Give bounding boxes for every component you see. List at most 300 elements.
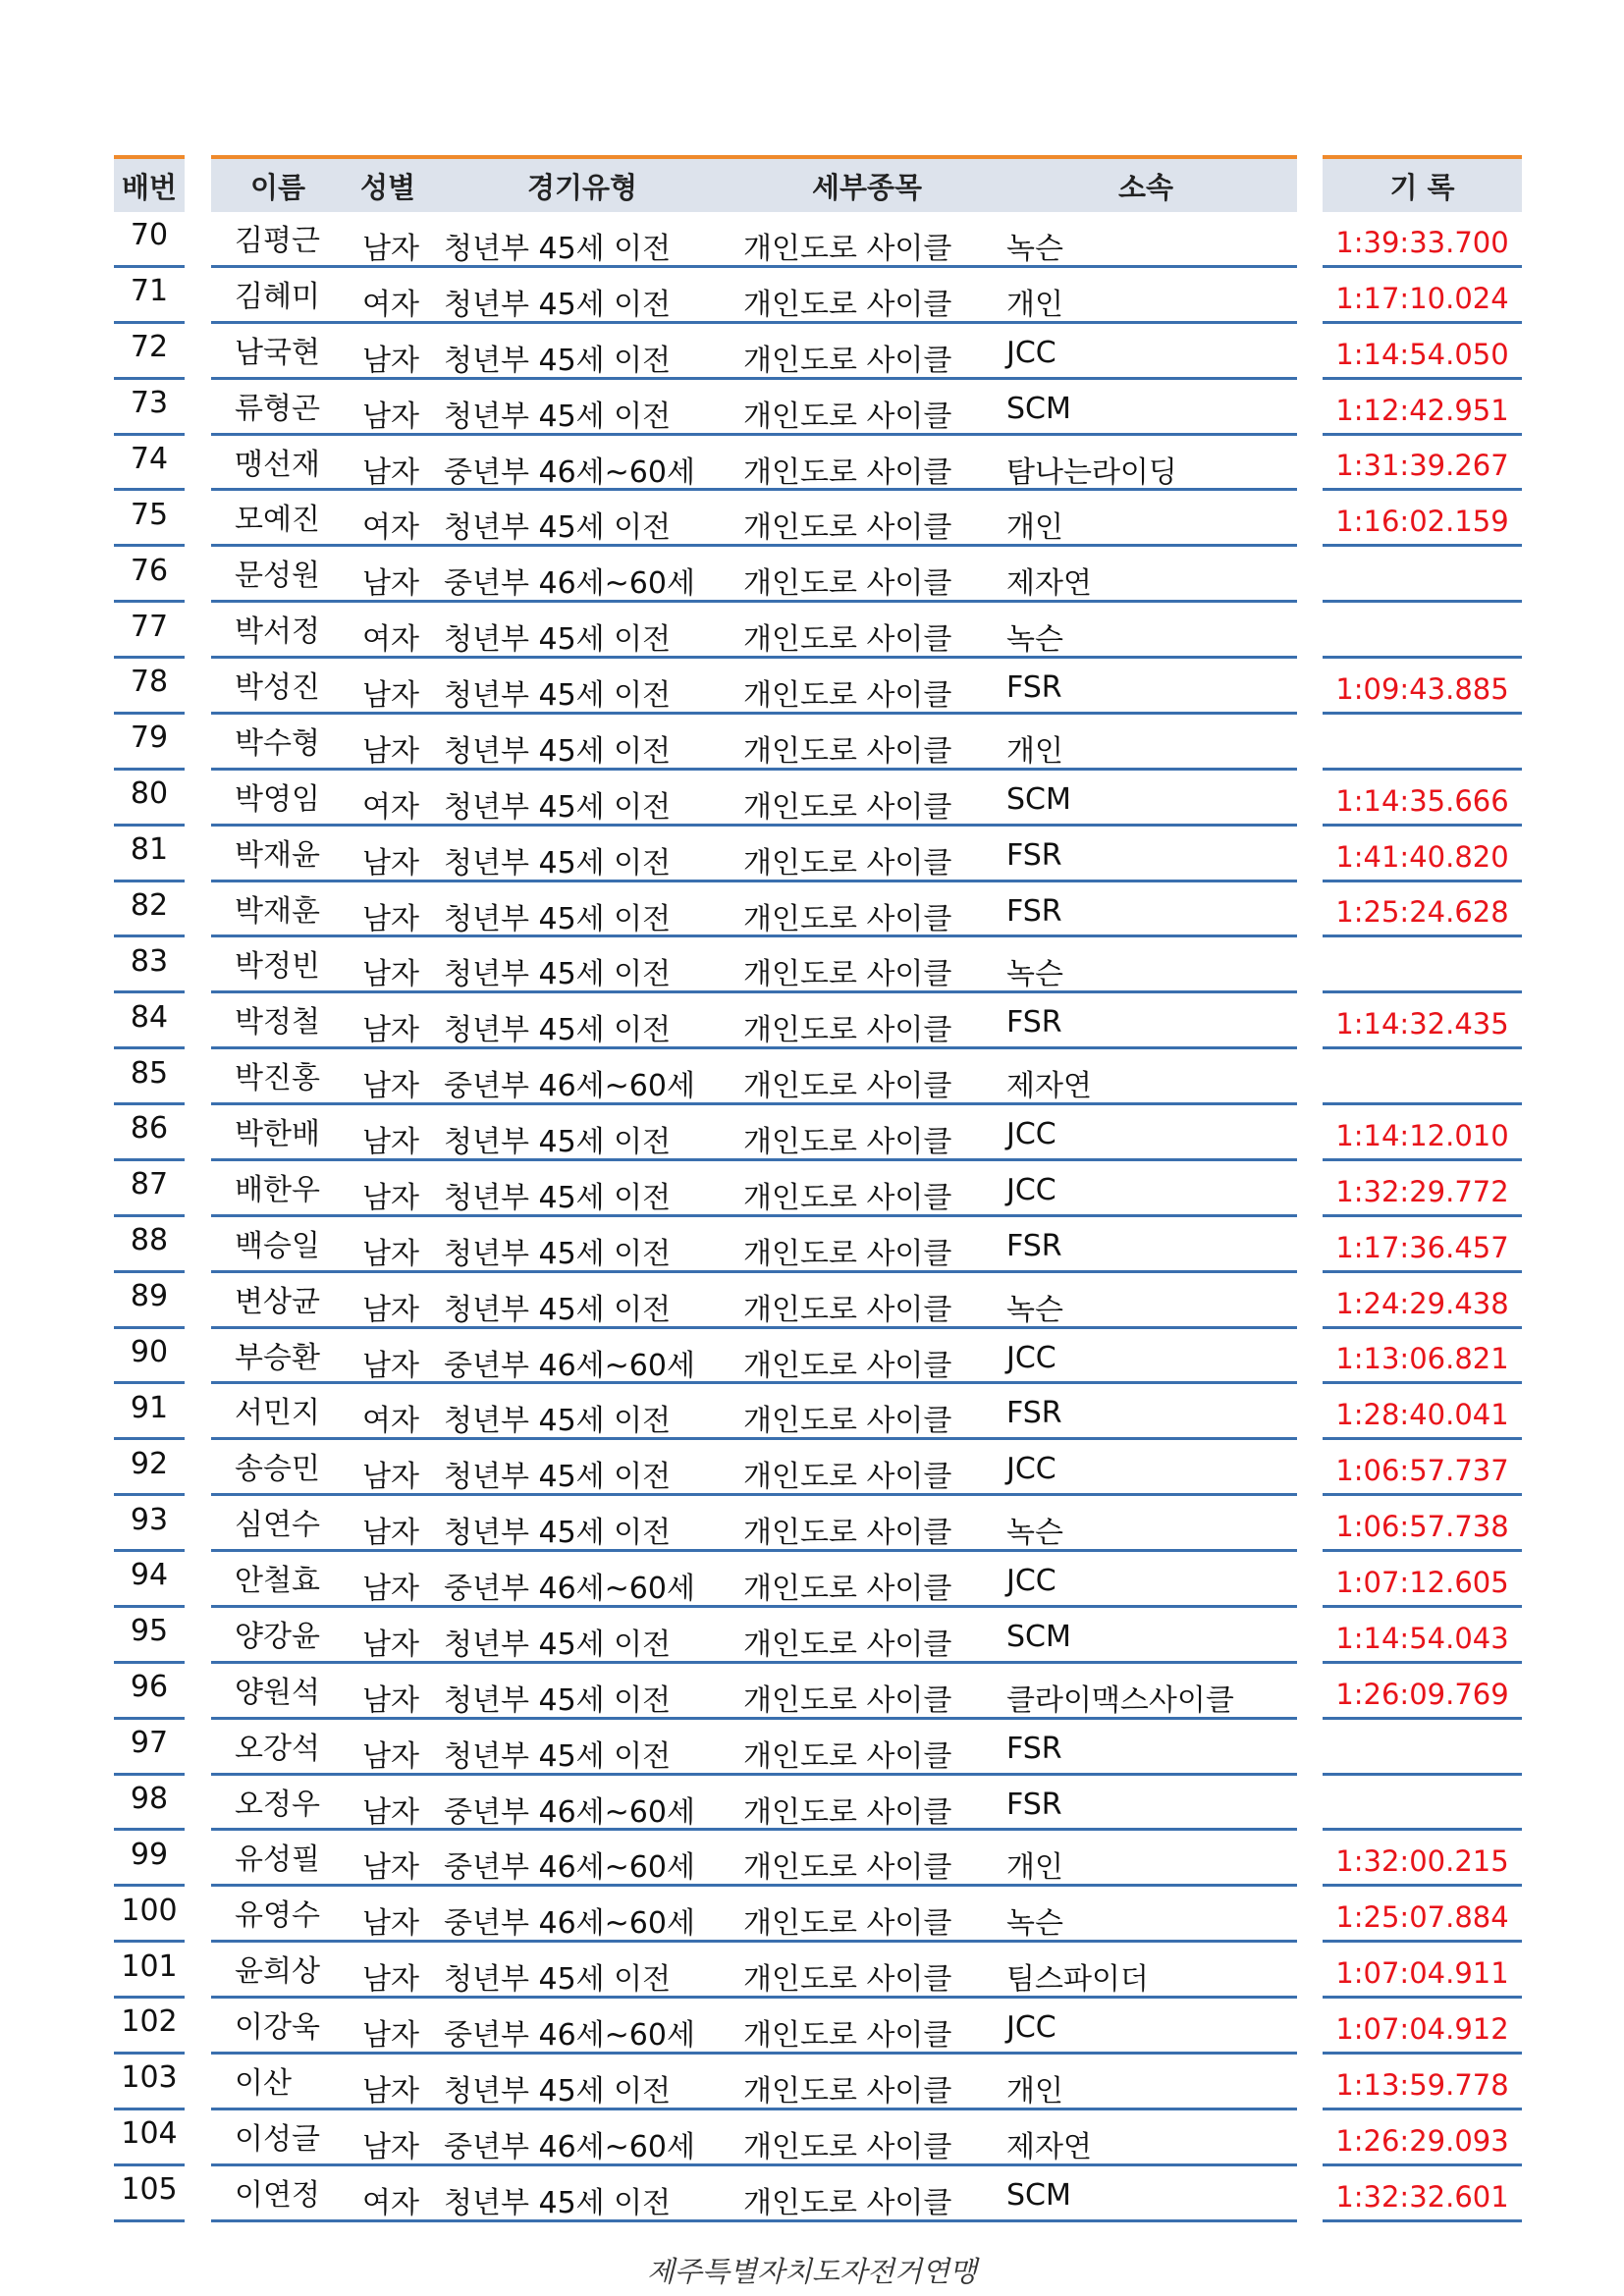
bib-number: 105 — [121, 2172, 178, 2208]
record-row — [1323, 1273, 1522, 1329]
participant-affiliation: FSR — [1006, 670, 1062, 705]
table-row — [211, 1552, 1297, 1608]
bib-row — [114, 2055, 185, 2110]
participant-affiliation: 제자연 — [1006, 566, 1092, 602]
participant-gender: 남자 — [362, 733, 419, 769]
participant-name: 오강석 — [235, 1731, 320, 1766]
bib-number: 98 — [130, 1781, 169, 1816]
record-time: 1:07:12.605 — [1335, 1565, 1509, 1599]
participant-category: 청년부 45세 이전 — [444, 845, 672, 881]
bib-row — [114, 1831, 185, 1887]
record-time: 1:13:59.778 — [1335, 2067, 1509, 2102]
participant-event: 개인도로 사이클 — [743, 1236, 952, 1271]
participant-category: 중년부 46세~60세 — [444, 566, 695, 602]
participant-category: 청년부 45세 이전 — [444, 1460, 672, 1495]
record-row — [1323, 1384, 1522, 1440]
bib-row — [114, 1943, 185, 1999]
bib-row — [114, 771, 185, 827]
bib-row — [114, 1105, 185, 1161]
participant-gender: 남자 — [362, 1180, 419, 1215]
record-time: 1:09:43.885 — [1335, 671, 1509, 706]
bib-number: 104 — [121, 2116, 178, 2152]
record-time: 1:28:40.041 — [1335, 1398, 1509, 1432]
record-row — [1323, 1831, 1522, 1887]
participant-category: 청년부 45세 이전 — [444, 1516, 672, 1551]
record-row — [1323, 1105, 1522, 1161]
participant-affiliation: 탐나는라이딩 — [1006, 454, 1177, 490]
participant-event: 개인도로 사이클 — [743, 1627, 952, 1662]
table-row — [211, 1273, 1297, 1329]
table-row — [211, 2166, 1297, 2222]
participant-category: 중년부 46세~60세 — [444, 1069, 695, 1104]
table-row — [211, 1217, 1297, 1273]
participant-event: 개인도로 사이클 — [743, 622, 952, 658]
participant-affiliation: 녹슨 — [1006, 232, 1063, 266]
bib-number: 83 — [130, 943, 169, 979]
name-header: 이름 — [250, 170, 306, 204]
table-row — [211, 1664, 1297, 1720]
participant-event: 개인도로 사이클 — [743, 232, 952, 266]
bib-row — [114, 268, 185, 324]
participant-gender: 남자 — [362, 454, 419, 490]
bib-number: 102 — [121, 2004, 178, 2040]
table-row — [211, 1831, 1297, 1887]
participant-name: 오정우 — [235, 1787, 320, 1822]
record-time: 1:26:09.769 — [1335, 1677, 1509, 1711]
participant-name: 남국현 — [235, 335, 320, 370]
participant-affiliation: 제자연 — [1006, 2129, 1092, 2164]
participant-gender: 남자 — [362, 1794, 419, 1830]
table-row — [211, 1776, 1297, 1832]
participant-name: 송승민 — [235, 1452, 320, 1487]
record-row — [1323, 771, 1522, 827]
participant-category: 중년부 46세~60세 — [444, 1348, 695, 1383]
bib-number: 93 — [130, 1502, 169, 1537]
participant-gender: 남자 — [362, 678, 419, 713]
record-time: 1:41:40.820 — [1335, 839, 1509, 874]
record-time: 1:07:04.912 — [1335, 2011, 1509, 2046]
participant-category: 청년부 45세 이전 — [444, 287, 672, 322]
record-row — [1323, 324, 1522, 380]
participant-event: 개인도로 사이클 — [743, 901, 952, 936]
record-time: 1:39:33.700 — [1335, 225, 1509, 259]
participant-event: 개인도로 사이클 — [743, 1125, 952, 1159]
participant-event: 개인도로 사이클 — [743, 1013, 952, 1048]
table-row — [211, 715, 1297, 771]
participant-name: 맹선재 — [235, 447, 320, 482]
bib-row — [114, 1999, 185, 2055]
participant-gender: 여자 — [362, 789, 419, 825]
record-row — [1323, 436, 1522, 492]
participant-affiliation: JCC — [1006, 1564, 1056, 1598]
participant-gender: 남자 — [362, 1627, 419, 1662]
bib-row — [114, 993, 185, 1049]
participant-name: 백승일 — [235, 1228, 320, 1263]
participant-category: 중년부 46세~60세 — [444, 1794, 695, 1830]
record-row — [1323, 491, 1522, 547]
record-row — [1323, 380, 1522, 436]
bib-number: 79 — [130, 721, 169, 756]
record-row — [1323, 1608, 1522, 1664]
bib-row — [114, 1608, 185, 1664]
record-row — [1323, 882, 1522, 938]
bib-number: 76 — [130, 553, 169, 588]
participant-event: 개인도로 사이클 — [743, 1738, 952, 1774]
record-time: 1:06:57.737 — [1335, 1454, 1509, 1488]
participant-name: 양강윤 — [235, 1619, 320, 1654]
participant-category: 청년부 45세 이전 — [444, 510, 672, 546]
participant-event: 개인도로 사이클 — [743, 1794, 952, 1830]
participant-gender: 여자 — [362, 1404, 419, 1439]
participant-event: 개인도로 사이클 — [743, 678, 952, 713]
table-row — [211, 1999, 1297, 2055]
participant-name: 박재윤 — [235, 837, 320, 873]
record-time: 1:14:12.010 — [1335, 1118, 1509, 1152]
bib-number: 96 — [130, 1670, 169, 1705]
participant-category: 청년부 45세 이전 — [444, 733, 672, 769]
record-row — [1323, 1440, 1522, 1496]
record-time: 1:26:29.093 — [1335, 2123, 1509, 2158]
participant-affiliation: FSR — [1006, 837, 1062, 873]
table-row — [211, 1384, 1297, 1440]
participant-gender: 여자 — [362, 622, 419, 658]
participant-gender: 남자 — [362, 1738, 419, 1774]
record-time: 1:07:04.911 — [1335, 1956, 1509, 1991]
participant-name: 박진홍 — [235, 1061, 320, 1096]
participant-affiliation: 개인 — [1006, 287, 1063, 322]
bib-row — [114, 1384, 185, 1440]
participant-affiliation: FSR — [1006, 893, 1062, 929]
participant-event: 개인도로 사이클 — [743, 510, 952, 546]
bib-number: 82 — [130, 887, 169, 923]
participant-event: 개인도로 사이클 — [743, 1906, 952, 1942]
bib-number-column — [114, 155, 185, 2222]
participant-gender: 남자 — [362, 1125, 419, 1159]
participant-affiliation: 팀스파이더 — [1006, 1962, 1149, 1998]
table-row — [211, 1440, 1297, 1496]
table-row — [211, 603, 1297, 659]
record-header-label: 기 록 — [1389, 170, 1455, 204]
participant-gender: 남자 — [362, 1572, 419, 1606]
bib-row — [114, 1329, 185, 1385]
participant-event: 개인도로 사이클 — [743, 2073, 952, 2109]
record-row — [1323, 547, 1522, 603]
bib-row — [114, 1161, 185, 1217]
participant-name: 윤희상 — [235, 1954, 320, 1990]
table-row — [211, 1608, 1297, 1664]
table-row — [211, 659, 1297, 715]
participant-gender: 남자 — [362, 232, 419, 266]
bib-row — [114, 1273, 185, 1329]
table-row — [211, 1943, 1297, 1999]
participant-category: 청년부 45세 이전 — [444, 678, 672, 713]
participant-gender: 남자 — [362, 1850, 419, 1886]
participant-gender: 남자 — [362, 1460, 419, 1495]
participant-category: 청년부 45세 이전 — [444, 901, 672, 936]
participant-category: 중년부 46세~60세 — [444, 2129, 695, 2164]
bib-row — [114, 491, 185, 547]
participant-affiliation: 녹슨 — [1006, 1906, 1063, 1942]
record-row — [1323, 659, 1522, 715]
table-row — [211, 882, 1297, 938]
bib-row — [114, 1440, 185, 1496]
record-row — [1323, 268, 1522, 324]
participant-name: 안철효 — [235, 1564, 320, 1598]
record-row — [1323, 993, 1522, 1049]
participant-name: 류형곤 — [235, 391, 320, 426]
participant-gender: 남자 — [362, 1906, 419, 1942]
bib-number: 87 — [130, 1167, 169, 1202]
participant-event: 개인도로 사이클 — [743, 845, 952, 881]
bib-number: 99 — [130, 1837, 169, 1872]
participant-event: 개인도로 사이클 — [743, 1292, 952, 1327]
record-time: 1:06:57.738 — [1335, 1510, 1509, 1544]
record-time: 1:31:39.267 — [1335, 449, 1509, 483]
participant-affiliation: FSR — [1006, 1228, 1062, 1263]
participant-event: 개인도로 사이클 — [743, 1460, 952, 1495]
table-row — [211, 491, 1297, 547]
participant-affiliation: 녹슨 — [1006, 1292, 1063, 1327]
participant-name: 이강욱 — [235, 2010, 320, 2045]
bib-number: 80 — [130, 776, 169, 812]
bib-number-header — [114, 155, 185, 212]
record-row — [1323, 2166, 1522, 2222]
participant-gender: 남자 — [362, 1236, 419, 1271]
participant-affiliation: 녹슨 — [1006, 1516, 1063, 1551]
record-time: 1:32:32.601 — [1335, 2179, 1509, 2214]
participant-event: 개인도로 사이클 — [743, 454, 952, 490]
participant-category: 청년부 45세 이전 — [444, 232, 672, 266]
record-row — [1323, 827, 1522, 882]
table-row — [211, 547, 1297, 603]
bib-row — [114, 436, 185, 492]
participant-category: 청년부 45세 이전 — [444, 1738, 672, 1774]
participant-event: 개인도로 사이클 — [743, 1404, 952, 1439]
table-row — [211, 1049, 1297, 1105]
participant-category: 청년부 45세 이전 — [444, 1627, 672, 1662]
participant-name: 양원석 — [235, 1675, 320, 1710]
participant-affiliation: SCM — [1006, 1619, 1071, 1654]
participant-name: 배한우 — [235, 1172, 320, 1207]
bib-number: 73 — [130, 386, 169, 421]
participant-event: 개인도로 사이클 — [743, 287, 952, 322]
participant-category: 청년부 45세 이전 — [444, 1013, 672, 1048]
participant-name: 모예진 — [235, 503, 320, 538]
record-row — [1323, 2055, 1522, 2110]
affiliation-header: 소속 — [1118, 170, 1174, 204]
participant-affiliation: SCM — [1006, 2177, 1071, 2213]
bib-row — [114, 1720, 185, 1776]
participant-category: 청년부 45세 이전 — [444, 2073, 672, 2109]
participant-gender: 남자 — [362, 1962, 419, 1998]
record-row — [1323, 1496, 1522, 1552]
participant-event: 개인도로 사이클 — [743, 343, 952, 378]
bib-number: 84 — [130, 999, 169, 1035]
participant-name: 박수형 — [235, 725, 320, 761]
bib-row — [114, 2166, 185, 2222]
participant-event: 개인도로 사이클 — [743, 1572, 952, 1606]
bib-row — [114, 1049, 185, 1105]
table-row — [211, 937, 1297, 993]
bib-number: 75 — [130, 497, 169, 532]
participant-event: 개인도로 사이클 — [743, 566, 952, 602]
bib-row — [114, 1217, 185, 1273]
bib-number: 85 — [130, 1055, 169, 1091]
record-rows — [1323, 212, 1522, 2222]
participant-name: 박정철 — [235, 1005, 320, 1041]
participant-category: 청년부 45세 이전 — [444, 1125, 672, 1159]
participant-affiliation: 개인 — [1006, 1850, 1063, 1886]
participant-gender: 남자 — [362, 1069, 419, 1104]
participant-info-column — [211, 155, 1297, 2222]
participant-gender: 남자 — [362, 399, 419, 434]
record-row — [1323, 1887, 1522, 1943]
bib-row — [114, 603, 185, 659]
participant-event: 개인도로 사이클 — [743, 1682, 952, 1718]
participant-name: 박정빈 — [235, 949, 320, 985]
participant-affiliation: JCC — [1006, 1117, 1056, 1151]
bib-number: 100 — [121, 1893, 178, 1928]
bib-number: 97 — [130, 1726, 169, 1761]
participant-name: 유영수 — [235, 1898, 320, 1934]
record-row — [1323, 715, 1522, 771]
record-row — [1323, 1049, 1522, 1105]
participant-affiliation: 클라이맥스사이클 — [1006, 1682, 1234, 1718]
participant-category: 중년부 46세~60세 — [444, 1572, 695, 1606]
participant-name: 이성글 — [235, 2121, 320, 2157]
record-row — [1323, 1720, 1522, 1776]
table-row — [211, 212, 1297, 268]
participant-info-header — [211, 155, 1297, 212]
participant-event: 개인도로 사이클 — [743, 1516, 952, 1551]
record-time: 1:14:54.050 — [1335, 337, 1509, 371]
record-row — [1323, 1943, 1522, 1999]
participant-gender: 남자 — [362, 1013, 419, 1048]
participant-category: 중년부 46세~60세 — [444, 1850, 695, 1886]
participant-gender: 남자 — [362, 2129, 419, 2164]
participant-affiliation: 녹슨 — [1006, 957, 1063, 992]
bib-number: 94 — [130, 1558, 169, 1593]
bib-row — [114, 212, 185, 268]
table-row — [211, 380, 1297, 436]
bib-row — [114, 1552, 185, 1608]
record-time: 1:16:02.159 — [1335, 505, 1509, 539]
participant-name: 변상균 — [235, 1284, 320, 1319]
record-time: 1:32:00.215 — [1335, 1844, 1509, 1879]
record-row — [1323, 1161, 1522, 1217]
participant-category: 청년부 45세 이전 — [444, 2185, 672, 2220]
bib-row — [114, 547, 185, 603]
bib-number: 74 — [130, 441, 169, 476]
participant-gender: 남자 — [362, 1682, 419, 1718]
record-time: 1:25:24.628 — [1335, 895, 1509, 930]
participant-name: 이연정 — [235, 2177, 320, 2213]
participant-affiliation: JCC — [1006, 1340, 1056, 1375]
bib-number: 70 — [130, 218, 169, 253]
table-row — [211, 1105, 1297, 1161]
participant-category: 중년부 46세~60세 — [444, 454, 695, 490]
participant-gender: 여자 — [362, 2185, 419, 2220]
participant-name: 서민지 — [235, 1396, 320, 1431]
participant-gender: 남자 — [362, 1292, 419, 1327]
participant-affiliation: FSR — [1006, 1005, 1062, 1041]
record-time: 1:17:10.024 — [1335, 281, 1509, 315]
record-time: 1:14:35.666 — [1335, 783, 1509, 818]
record-column — [1323, 155, 1522, 2222]
participant-name: 유성필 — [235, 1842, 320, 1878]
bib-row — [114, 882, 185, 938]
participant-gender: 남자 — [362, 957, 419, 992]
participant-affiliation: JCC — [1006, 1452, 1056, 1487]
record-time: 1:24:29.438 — [1335, 1286, 1509, 1320]
participant-affiliation: FSR — [1006, 1731, 1062, 1766]
participant-name: 박재훈 — [235, 893, 320, 929]
bib-row — [114, 1887, 185, 1943]
table-row — [211, 993, 1297, 1049]
record-row — [1323, 1776, 1522, 1832]
participant-affiliation: 개인 — [1006, 733, 1063, 769]
bib-number: 92 — [130, 1446, 169, 1481]
participant-name: 이산 — [235, 2065, 292, 2101]
record-row — [1323, 2110, 1522, 2166]
participant-name: 부승환 — [235, 1340, 320, 1375]
record-row — [1323, 1999, 1522, 2055]
participant-affiliation: 제자연 — [1006, 1069, 1092, 1104]
participant-gender: 여자 — [362, 287, 419, 322]
bib-row — [114, 324, 185, 380]
participant-affiliation: SCM — [1006, 391, 1071, 426]
participant-affiliation: JCC — [1006, 2010, 1056, 2045]
record-time: 1:13:06.821 — [1335, 1342, 1509, 1376]
category-header: 경기유형 — [527, 170, 638, 204]
bib-number: 86 — [130, 1111, 169, 1147]
participant-event: 개인도로 사이클 — [743, 1180, 952, 1215]
participant-affiliation: SCM — [1006, 781, 1071, 817]
participant-event: 개인도로 사이클 — [743, 1962, 952, 1998]
participant-rows — [211, 212, 1297, 2222]
participant-event: 개인도로 사이클 — [743, 789, 952, 825]
event-header: 세부종목 — [812, 170, 923, 204]
participant-category: 청년부 45세 이전 — [444, 622, 672, 658]
record-time: 1:14:32.435 — [1335, 1007, 1509, 1041]
bib-row — [114, 380, 185, 436]
table-row — [211, 324, 1297, 380]
participant-event: 개인도로 사이클 — [743, 2018, 952, 2053]
participant-gender: 남자 — [362, 1348, 419, 1383]
participant-name: 박한배 — [235, 1117, 320, 1151]
participant-name: 김평근 — [235, 224, 320, 258]
bib-number: 77 — [130, 609, 169, 644]
participant-category: 청년부 45세 이전 — [444, 1682, 672, 1718]
bib-number: 101 — [121, 1949, 178, 1984]
table-row — [211, 1887, 1297, 1943]
record-time: 1:32:29.772 — [1335, 1174, 1509, 1208]
bib-number: 91 — [130, 1390, 169, 1425]
participant-name: 문성원 — [235, 559, 320, 594]
participant-category: 청년부 45세 이전 — [444, 399, 672, 434]
participant-event: 개인도로 사이클 — [743, 1850, 952, 1886]
participant-affiliation: JCC — [1006, 335, 1056, 370]
participant-affiliation: JCC — [1006, 1172, 1056, 1207]
participant-affiliation: FSR — [1006, 1396, 1062, 1431]
table-row — [211, 771, 1297, 827]
participant-affiliation: 개인 — [1006, 510, 1063, 546]
participant-affiliation: 녹슨 — [1006, 622, 1063, 658]
table-row — [211, 1720, 1297, 1776]
record-header — [1323, 155, 1522, 212]
participant-event: 개인도로 사이클 — [743, 957, 952, 992]
bib-number: 103 — [121, 2060, 178, 2096]
